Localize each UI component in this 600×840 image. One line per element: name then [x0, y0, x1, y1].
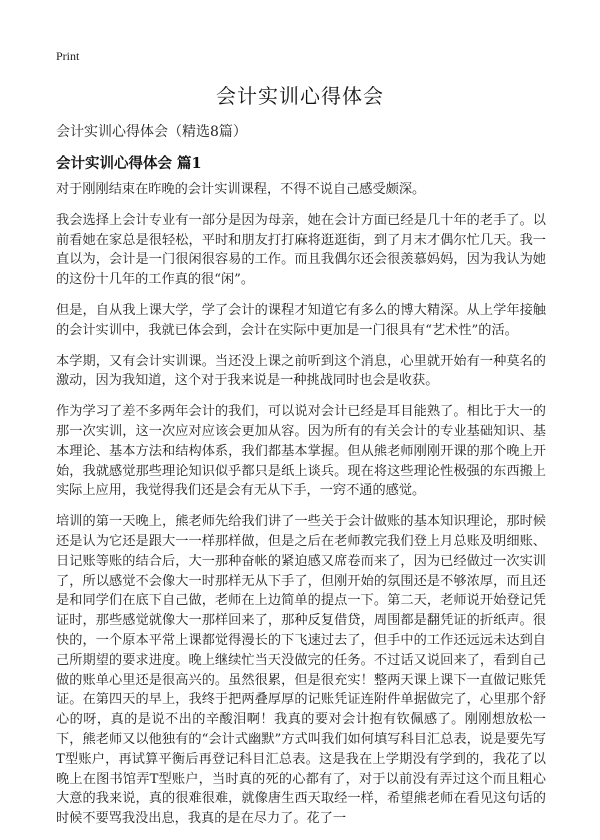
- paragraph: 作为学习了差不多两年会计的我们，可以说对会计已经是耳目能熟了。相比于大一的那一次实训，这一次应对应该会更加从容。因为所有的有关会计的专业基础知识、基本理论、基本方法和结构体系，我们都基本掌握。但从熊老师刚刚开课的那个晚上开始，我就感觉那些理论知识似乎都只是纸上谈兵。现在将这些理论性极强的东西搬上实际上应用，我觉得我们还是会有无从下手，一窍不通的感觉。: [56, 404, 546, 499]
- print-link[interactable]: Print: [56, 49, 80, 63]
- document-subtitle: 会计实训心得体会（精选8篇）: [56, 124, 247, 140]
- paragraph: 培训的第一天晚上，熊老师先给我们讲了一些关于会计做账的基本知识理论，那时候还是认为它还是跟大一一样那样做，但是之后在老师教完我们登上月总账及明细账、日记账等账的结合后，大一那种奋帐的紧迫感又席卷而来了，因为已经做过一次实训了，所以感觉不会像大一时那样无从下手了，但刚开始的氛围还是不够浓厚，而且还是和同学们在底下自己做，老师在上边简单的提点一下。第二天，老师说开始登记凭证时，那些感觉就像大一那样回来了，那种反复借贷，周围都是翻凭证的折纸声。很快的，一个原本平常上课都觉得漫长的下飞速过去了，但手中的工作还远远未达到自己所期望的要求进度。晚上继续忙当天没做完的任务。不过话又说回来了，看到自己做的账单心里还是很高兴的。虽然很累，但是很充实！整两天课上课下一直做记账凭证。在第四天的早上，我终于把两叠厚厚的记账凭证连附件单据做完了，心里那个舒心的呀，真的是说不出的辛酸泪啊！我真的要对会计抱有钦佩感了。刚刚想放松一下，熊老师又以他独有的“会计式幽默”方式叫我们如何填写科目汇总表，说是要先写T型账户，再试算平衡后再登记科目汇总表。这是我在上学期没有学到的，我花了以晚上在图书馆弄T型账户，当时真的死的心都有了，对于以前没有弄过这个而且粗心大意的我来说，真的很难很难，就像唐生西天取经一样，希望熊老师在看见这句话的时候不要骂我没出息，我真的是在尽力了。花了一: [56, 514, 546, 827]
- paragraph: 对于刚刚结束在昨晚的会计实训课程，不得不说自己感受颇深。: [56, 182, 426, 197]
- paragraph: 我会选择上会计专业有一部分是因为母亲，她在会计方面已经是几十年的老手了。以前看她在家总是很轻松，平时和朋友打打麻将逛逛街，到了月末才偶尔忙几天。我一直以为，会计是一门很闲很容易的工作。而且我偶尔还会很羡慕妈妈，因为我认为她的这份十几年的工作真的很“闲”。: [56, 212, 546, 288]
- article-body: [56, 180, 546, 840]
- section-heading: 会计实训心得体会 篇1: [56, 155, 202, 172]
- paragraph: 本学期，又有会计实训课。当还没上课之前听到这个消息，心里就开始有一种莫名的激动，因为我知道，这个对于我来说是一种挑战同时也会是收获。: [56, 353, 546, 389]
- page-title: 会计实训心得体会: [216, 84, 384, 108]
- paragraph: 但是，自从我上课大学，学了会计的课程才知道它有多么的博大精深。从上学年接触的会计实训中，我就已体会到，会计在实际中更加是一门很具有“艺术性”的活。: [56, 302, 546, 338]
